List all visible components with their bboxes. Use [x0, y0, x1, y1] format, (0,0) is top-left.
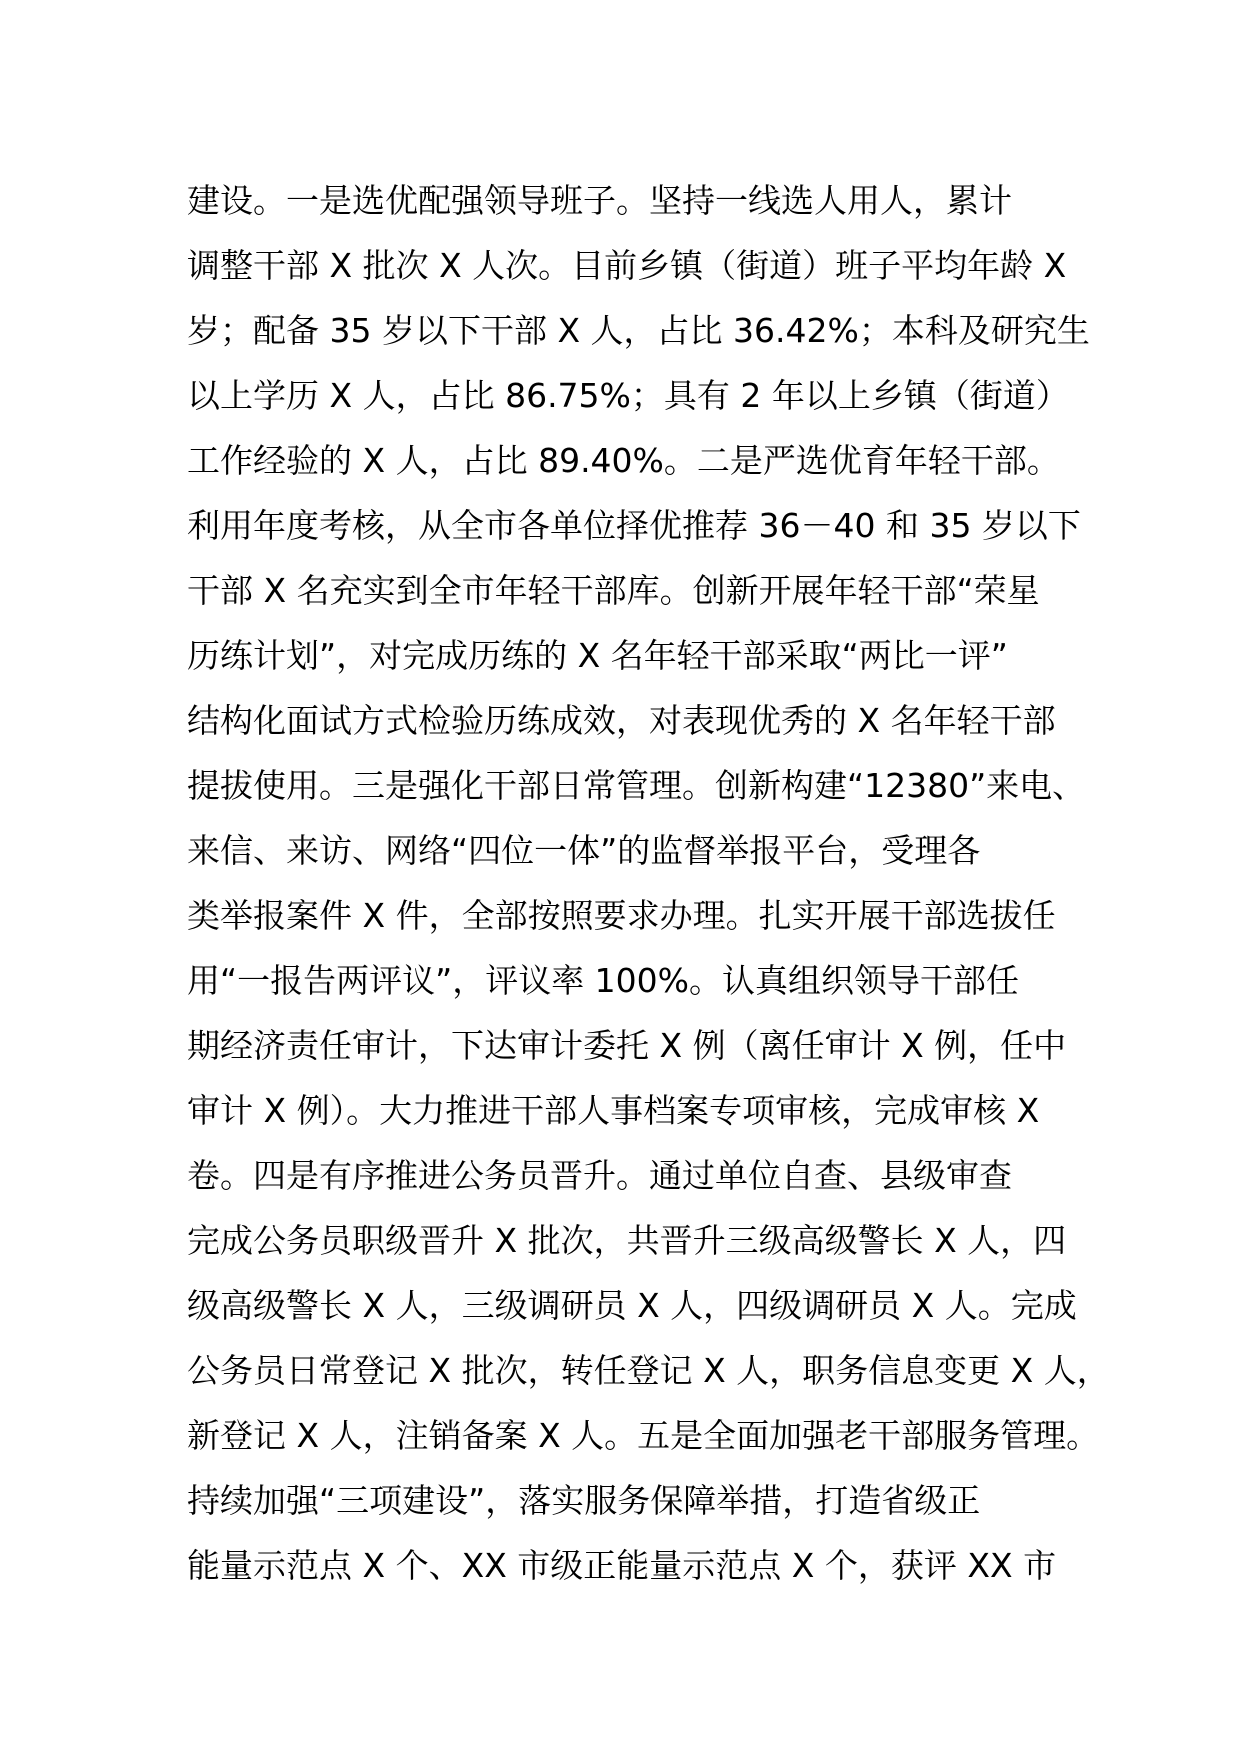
text-line-3: 岁；配备 35 岁以下干部 X 人，占比 36.42%；本科及研究生 [187, 311, 1090, 350]
text-line-8: 历练计划”，对完成历练的 X 名年轻干部采取“两比一评” [187, 636, 1008, 675]
text-line-16: 卷。四是有序推进公务员晋升。通过单位自查、县级审查 [187, 1156, 1012, 1195]
text-line-21: 持续加强“三项建设”，落实服务保障举措，打造省级正 [187, 1481, 981, 1520]
text-line-17: 完成公务员职级晋升 X 批次，共晋升三级高级警长 X 人，四 [187, 1221, 1067, 1260]
text-line-5: 工作经验的 X 人，占比 89.40%。二是严选优育年轻干部。 [187, 441, 1060, 480]
text-line-22: 能量示范点 X 个、XX 市级正能量示范点 X 个，获评 XX 市 [187, 1546, 1057, 1585]
text-line-18: 级高级警长 X 人，三级调研员 X 人，四级调研员 X 人。完成 [187, 1286, 1077, 1325]
text-line-14: 期经济责任审计，下达审计委托 X 例（离任审计 X 例，任中 [187, 1026, 1067, 1065]
text-line-11: 来信、来访、网络“四位一体”的监督举报平台，受理各 [187, 831, 981, 870]
text-line-1: 建设。一是选优配强领导班子。坚持一线选人用人，累计 [187, 181, 1012, 220]
text-line-12: 类举报案件 X 件，全部按照要求办理。扎实开展干部选拔任 [187, 896, 1056, 935]
text-line-4: 以上学历 X 人，占比 86.75%；具有 2 年以上乡镇（街道） [187, 376, 1069, 415]
text-line-6: 利用年度考核，从全市各单位择优推荐 36－40 和 35 岁以下 [187, 506, 1081, 545]
text-line-9: 结构化面试方式检验历练成效，对表现优秀的 X 名年轻干部 [187, 701, 1056, 740]
text-line-2: 调整干部 X 批次 X 人次。目前乡镇（街道）班子平均年龄 X [187, 246, 1067, 285]
text-line-15: 审计 X 例）。大力推进干部人事档案专项审核，完成审核 X [187, 1091, 1040, 1130]
text-line-19: 公务员日常登记 X 批次，转任登记 X 人，职务信息变更 X 人， [187, 1351, 1110, 1390]
text-line-10: 提拔使用。三是强化干部日常管理。创新构建“12380”来电、 [187, 766, 1086, 805]
body-text [187, 168, 1110, 1598]
text-line-20: 新登记 X 人，注销备案 X 人。五是全面加强老干部服务管理。 [187, 1416, 1100, 1455]
text-line-7: 干部 X 名充实到全市年轻干部库。创新开展年轻干部“荣星 [187, 571, 1040, 610]
text-line-13: 用“一报告两评议”，评议率 100%。认真组织领导干部任 [187, 961, 1020, 1000]
